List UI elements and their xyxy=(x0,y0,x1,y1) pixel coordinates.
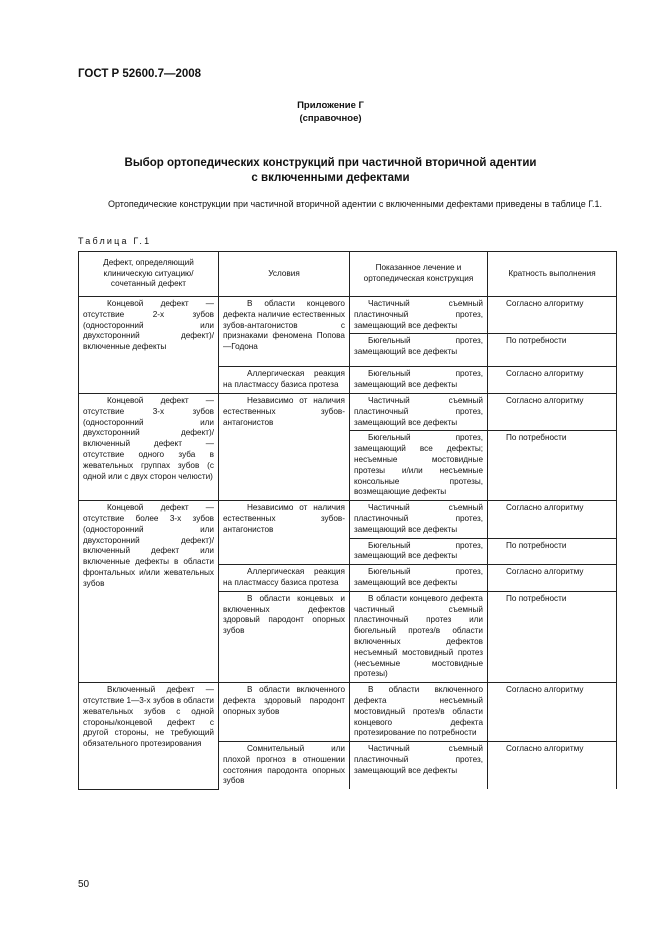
frequency-cell: Согласно алгоритму xyxy=(488,683,617,742)
frequency-cell: Согласно алгоритму xyxy=(488,501,617,538)
condition-cell: Сомнительный или плохой прогноз в отношении состояния пародонта опорных зубов xyxy=(219,742,350,790)
orthopedic-table xyxy=(78,251,617,790)
main-title xyxy=(0,156,661,186)
treatment-cell: В области концевого дефекта частичный съемный пластиночный протез или бюгельный протез/в области включенных дефектов несъемный мостовидный протез (несъемные мостовидные протезы) xyxy=(350,591,488,682)
treatment-cell: В области включенного дефекта несъемный мостовидный протез/в области концевого дефекта протезирование по потребности xyxy=(350,683,488,742)
defect-cell: Включенный дефект — отсутствие 1—3-х зубов в области жевательных зубов с одной стороны/концевой дефект с другой стороны, не требующий обязательного протезирования xyxy=(79,683,219,790)
main-title-line-2: с включенными дефектами xyxy=(251,172,410,184)
frequency-cell: По потребности xyxy=(488,334,617,367)
main-title-line-1: Выбор ортопедических конструкций при частичной вторичной адентии xyxy=(124,157,537,169)
appendix-title: Приложение Г xyxy=(297,100,364,111)
treatment-cell: Частичный съемный пластиночный протез, замещающий все дефекты xyxy=(350,297,488,334)
table-row xyxy=(79,393,617,430)
treatment-cell: Бюгельный протез, замещающий все дефекты xyxy=(350,367,488,394)
page-number: 50 xyxy=(78,879,90,890)
condition-cell: В области концевого дефекта наличие естественных зубов-антагонистов с признаками феномена Попова—Годона xyxy=(219,297,350,367)
condition-cell: Независимо от наличия естественных зубов-антагонистов xyxy=(219,501,350,565)
defect-cell: Концевой дефект — отсутствие 2-х зубов (односторонний или двухсторонний дефект)/включенные дефекты xyxy=(79,297,219,394)
treatment-cell: Бюгельный протез, замещающий все дефекты; несъемные мостовидные протезы и/или несъемные консольные протезы, возмещающие дефекты xyxy=(350,431,488,501)
treatment-cell: Частичный съемный пластиночный протез, замещающий все дефекты xyxy=(350,742,488,790)
frequency-cell: По потребности xyxy=(488,431,617,501)
defect-cell: Концевой дефект — отсутствие более 3-х зубов (односторонний или двухсторонний дефект)/включенный дефект или включенные дефекты в области фронтальных и/или жевательных зубов xyxy=(79,501,219,683)
appendix-subtitle: (справочное) xyxy=(299,112,362,124)
header-frequency: Кратность выполнения xyxy=(488,252,617,297)
condition-cell: Независимо от наличия естественных зубов-антагонистов xyxy=(219,393,350,500)
frequency-cell: По потребности xyxy=(488,538,617,565)
frequency-cell: Согласно алгоритму xyxy=(488,297,617,334)
treatment-cell: Бюгельный протез, замещающий все дефекты xyxy=(350,538,488,565)
treatment-cell: Бюгельный протез, замещающий все дефекты xyxy=(350,565,488,592)
condition-cell: В области концевых и включенных дефектов здоровый пародонт опорных зубов xyxy=(219,591,350,682)
appendix-heading xyxy=(0,100,661,125)
table-row xyxy=(79,683,617,742)
treatment-cell: Частичный съемный пластиночный протез, замещающий все дефекты xyxy=(350,501,488,538)
frequency-cell: Согласно алгоритму xyxy=(488,393,617,430)
frequency-cell: Согласно алгоритму xyxy=(488,565,617,592)
header-conditions: Условия xyxy=(219,252,350,297)
table-header-row xyxy=(79,252,617,297)
document-header: ГОСТ Р 52600.7—2008 xyxy=(78,68,202,80)
condition-cell: Аллергическая реакция на пластмассу базиса протеза xyxy=(219,367,350,394)
frequency-cell: Согласно алгоритму xyxy=(488,742,617,790)
table-label: Таблица Г.1 xyxy=(78,236,152,246)
defect-cell: Концевой дефект — отсутствие 3-х зубов (односторонний или двухсторонний дефект)/включенный дефект — отсутствие одного зуба в жевательных группах зубов (с одной или с двух сторон челюсти) xyxy=(79,393,219,500)
intro-paragraph: Ортопедические конструкции при частичной вторичной адентии с включенными дефектами приведены в таблице Г.1. xyxy=(108,199,602,209)
condition-cell: Аллергическая реакция на пластмассу базиса протеза xyxy=(219,565,350,592)
table-row xyxy=(79,501,617,538)
treatment-cell: Бюгельный протез, замещающий все дефекты xyxy=(350,334,488,367)
frequency-cell: По потребности xyxy=(488,591,617,682)
frequency-cell: Согласно алгоритму xyxy=(488,367,617,394)
table-row xyxy=(79,297,617,334)
condition-cell: В области включенного дефекта здоровый пародонт опорных зубов xyxy=(219,683,350,742)
header-treatment: Показанное лечение и ортопедическая конструкция xyxy=(350,252,488,297)
treatment-cell: Частичный съемный пластиночный протез, замещающий все дефекты xyxy=(350,393,488,430)
header-defect: Дефект, определяющий клиническую ситуацию/сочетанный дефект xyxy=(79,252,219,297)
